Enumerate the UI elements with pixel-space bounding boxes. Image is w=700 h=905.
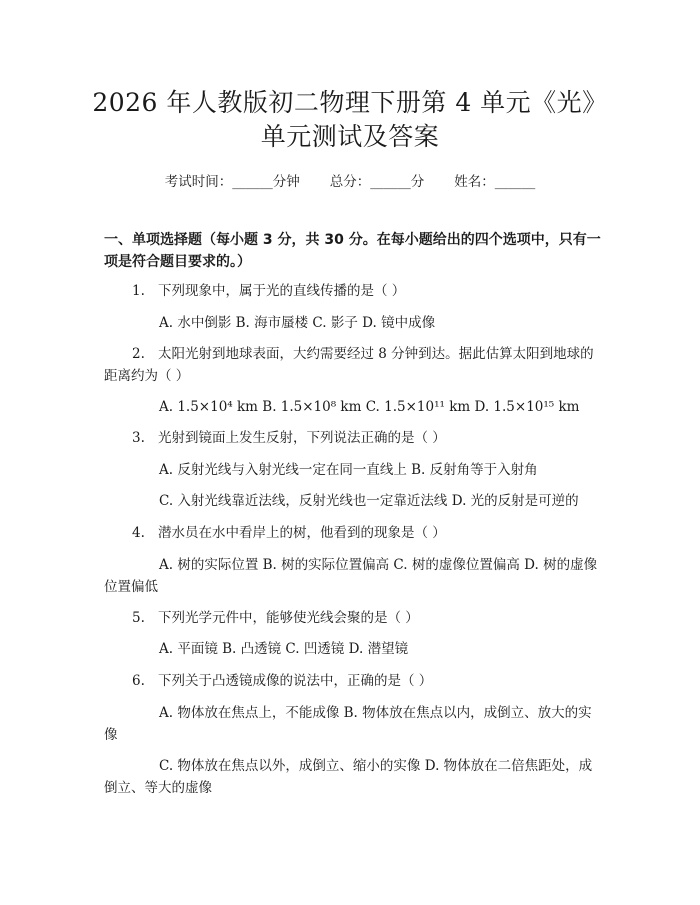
question-text: 潜水员在水中看岸上的树，他看到的现象是（ ）	[158, 525, 446, 541]
question-text: 光射到镜面上发生反射，下列说法正确的是（ ）	[158, 430, 446, 446]
question-number: 2.	[132, 346, 145, 362]
question-1	[104, 280, 604, 302]
question-text: 太阳光射到地球表面，大约需要经过 8 分钟到达。据此估算太阳到地球的距离约为（ ）	[104, 346, 594, 384]
question-number: 3.	[132, 430, 145, 446]
question-5	[104, 607, 604, 629]
question-4	[104, 522, 604, 544]
question-number: 1.	[132, 283, 145, 299]
question-6	[104, 670, 604, 692]
question-text: 下列现象中，属于光的直线传播的是（ ）	[158, 283, 406, 299]
exam-name: 姓名：______	[454, 174, 536, 190]
question-4-options: A. 树的实际位置 B. 树的实际位置偏高 C. 树的虚像位置偏高 D. 树的虚像位置偏低	[104, 557, 598, 595]
title-line-1: 2026 年人教版初二物理下册第 4 单元《光》	[92, 88, 608, 117]
question-3-options-b: C. 入射光线靠近法线，反射光线也一定靠近法线 D. 光的反射是可逆的	[159, 493, 579, 509]
question-number: 4.	[132, 525, 145, 541]
question-number: 5.	[132, 610, 145, 626]
question-3-options-a: A. 反射光线与入射光线一定在同一直线上 B. 反射角等于入射角	[159, 462, 538, 478]
question-number: 6.	[132, 673, 145, 689]
exam-time: 考试时间：______分钟	[164, 174, 300, 190]
question-2	[104, 343, 604, 387]
question-text: 下列关于凸透镜成像的说法中，正确的是（ ）	[158, 673, 433, 689]
section-heading: 一、单项选择题（每小题 3 分，共 30 分。在每小题给出的四个选项中，只有一项是符合题目要求的。）	[104, 232, 601, 270]
question-text: 下列光学元件中，能够使光线会聚的是（ ）	[158, 610, 419, 626]
title-line-2: 单元测试及答案	[260, 122, 440, 151]
question-1-options: A. 水中倒影 B. 海市蜃楼 C. 影子 D. 镜中成像	[159, 315, 436, 331]
question-2-options: A. 1.5×10⁴ km B. 1.5×10⁸ km C. 1.5×10¹¹ km D. 1.5×10¹⁵ km	[159, 399, 580, 415]
question-6-options-a: A. 物体放在焦点上，不能成像 B. 物体放在焦点以内，成倒立、放大的实像	[104, 705, 592, 743]
question-3	[104, 427, 604, 449]
question-6-options-b: C. 物体放在焦点以外，成倒立、缩小的实像 D. 物体放在二倍焦距处，成倒立、等大的虚像	[104, 758, 593, 796]
exam-score: 总分：______分	[329, 174, 425, 190]
question-5-options: A. 平面镜 B. 凸透镜 C. 凹透镜 D. 潜望镜	[159, 641, 409, 657]
exam-info	[0, 170, 700, 190]
